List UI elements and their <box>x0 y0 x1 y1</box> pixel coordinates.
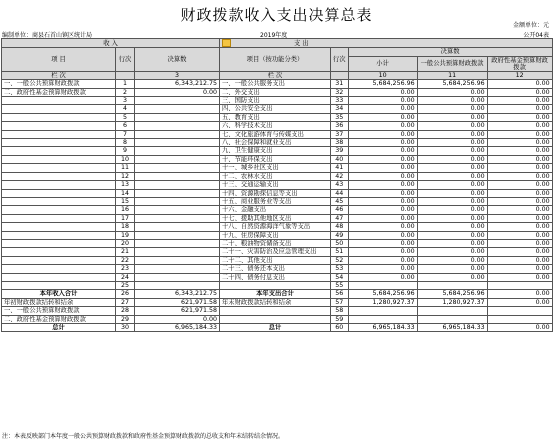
income-item <box>2 231 116 239</box>
expense-line-no: 54 <box>331 273 349 281</box>
income-item <box>2 223 116 231</box>
total-row <box>2 315 553 323</box>
expense-subtotal: 6,965,184.33 <box>348 324 417 332</box>
budget-table <box>1 38 553 332</box>
income-value <box>135 164 220 172</box>
expense-gov-fund: 0.00 <box>487 298 552 306</box>
expense-subtotal: 0.00 <box>348 214 417 222</box>
expense-gov-fund: 0.00 <box>487 105 552 113</box>
expense-gov-fund: 0.00 <box>487 130 552 138</box>
expense-item: 二十一、灾害防治及应急管理支出 <box>220 248 331 256</box>
col-12: 12 <box>487 71 552 79</box>
total-row <box>2 298 553 306</box>
expense-item: 二十四、债务付息支出 <box>220 273 331 281</box>
income-value <box>135 265 220 273</box>
expense-general: 0.00 <box>417 197 487 205</box>
expense-item: 本年支出合计 <box>220 290 331 298</box>
income-item <box>2 164 116 172</box>
table-row <box>2 231 553 239</box>
income-line-no: 4 <box>116 105 135 113</box>
income-item: 一、一般公共预算财政拨款 <box>2 80 116 88</box>
col-10: 10 <box>348 71 417 79</box>
income-value <box>135 256 220 264</box>
col-label-left: 栏 次 <box>2 71 116 79</box>
expense-line-no: 60 <box>331 324 349 332</box>
expense-item: 十一、城乡社区支出 <box>220 164 331 172</box>
income-line-no: 24 <box>116 273 135 281</box>
expense-item: 六、科学技术支出 <box>220 122 331 130</box>
income-value <box>135 97 220 105</box>
expense-subtotal: 5,684,256.96 <box>348 290 417 298</box>
expense-subtotal: 0.00 <box>348 172 417 180</box>
expense-general: 1,280,927.37 <box>417 298 487 306</box>
expense-item: 十四、资源勘探信息等支出 <box>220 189 331 197</box>
income-line-header: 行次 <box>116 48 135 71</box>
expense-item: 二十、粮油物资储备支出 <box>220 239 331 247</box>
expense-subtotal: 1,280,927.37 <box>348 298 417 306</box>
income-item: 二、政府性基金预算财政拨款 <box>2 88 116 96</box>
income-value: 0.00 <box>135 315 220 323</box>
income-value <box>135 214 220 222</box>
expense-line-no: 38 <box>331 139 349 147</box>
income-value <box>135 189 220 197</box>
expense-subtotal: 0.00 <box>348 130 417 138</box>
income-line-no: 30 <box>116 324 135 332</box>
income-line-no: 9 <box>116 147 135 155</box>
income-item <box>2 189 116 197</box>
expense-general: 0.00 <box>417 88 487 96</box>
expense-line-no: 32 <box>331 88 349 96</box>
income-line-no: 8 <box>116 139 135 147</box>
expense-general: 0.00 <box>417 164 487 172</box>
expense-general: 0.00 <box>417 181 487 189</box>
expense-item: 十七、援助其他地区支出 <box>220 214 331 222</box>
expense-item: 十三、交通运输支出 <box>220 181 331 189</box>
expense-general: 0.00 <box>417 105 487 113</box>
expense-line-no: 44 <box>331 189 349 197</box>
income-line-no: 27 <box>116 298 135 306</box>
income-value: 621,971.58 <box>135 307 220 315</box>
expense-general: 0.00 <box>417 172 487 180</box>
expense-subtotal: 0.00 <box>348 273 417 281</box>
income-item <box>2 155 116 163</box>
expense-subtotal: 0.00 <box>348 181 417 189</box>
income-line-no: 18 <box>116 223 135 231</box>
total-row <box>2 307 553 315</box>
income-line-no: 5 <box>116 113 135 121</box>
expense-line-no: 56 <box>331 290 349 298</box>
income-item <box>2 122 116 130</box>
income-item: 年初财政拨款结转和结余 <box>2 298 116 306</box>
income-line-no: 29 <box>116 315 135 323</box>
expense-line-no: 45 <box>331 197 349 205</box>
expense-gov-fund: 0.00 <box>487 88 552 96</box>
col-3: 3 <box>135 71 220 79</box>
table-row <box>2 273 553 281</box>
expense-general: 0.00 <box>417 239 487 247</box>
table-row <box>2 281 553 289</box>
expense-subtotal: 0.00 <box>348 256 417 264</box>
table-row <box>2 147 553 155</box>
expense-subtotal: 0.00 <box>348 139 417 147</box>
expense-subtotal: 0.00 <box>348 122 417 130</box>
expense-line-no: 34 <box>331 105 349 113</box>
income-line-no: 21 <box>116 248 135 256</box>
expense-line-no: 33 <box>331 97 349 105</box>
expense-gov-fund: 0.00 <box>487 122 552 130</box>
expense-general: 5,684,256.96 <box>417 290 487 298</box>
expense-general: 0.00 <box>417 139 487 147</box>
expense-general: 5,684,256.96 <box>417 80 487 88</box>
expense-item <box>220 307 331 315</box>
income-item <box>2 206 116 214</box>
expense-item: 三、国防支出 <box>220 97 331 105</box>
expense-item: 五、教育支出 <box>220 113 331 121</box>
income-value <box>135 181 220 189</box>
income-value: 621,971.58 <box>135 298 220 306</box>
expense-item: 十九、住房保障支出 <box>220 231 331 239</box>
expense-line-no: 37 <box>331 130 349 138</box>
income-value <box>135 105 220 113</box>
expense-subtotal: 0.00 <box>348 147 417 155</box>
income-line-no: 12 <box>116 172 135 180</box>
expense-general <box>417 307 487 315</box>
income-value <box>135 139 220 147</box>
expense-gov-fund: 0.00 <box>487 231 552 239</box>
expense-item: 十五、商业服务业等支出 <box>220 197 331 205</box>
table-row <box>2 88 553 96</box>
income-line-no: 20 <box>116 239 135 247</box>
expense-line-no: 41 <box>331 164 349 172</box>
meta-bar <box>2 30 551 38</box>
expense-gov-fund: 0.00 <box>487 256 552 264</box>
income-line-no: 17 <box>116 214 135 222</box>
expense-line-no: 52 <box>331 256 349 264</box>
table-row <box>2 197 553 205</box>
expense-subtotal: 0.00 <box>348 197 417 205</box>
income-item <box>2 239 116 247</box>
expense-gov-fund: 0.00 <box>487 147 552 155</box>
expense-line-no: 57 <box>331 298 349 306</box>
footnote: 注：本表反映部门本年度一般公共预算财政拨款和政府性基金预算财政拨款的总收支和年末结转结余情况。 <box>2 433 285 440</box>
income-line-no: 28 <box>116 307 135 315</box>
expense-item: 总计 <box>220 324 331 332</box>
expense-item: 二十二、其他支出 <box>220 256 331 264</box>
total-row <box>2 290 553 298</box>
expense-general: 0.00 <box>417 155 487 163</box>
expense-line-no: 36 <box>331 122 349 130</box>
income-value <box>135 113 220 121</box>
income-item <box>2 256 116 264</box>
expense-line-no: 55 <box>331 281 349 289</box>
table-row <box>2 214 553 222</box>
table-row <box>2 223 553 231</box>
expense-subtotal: 0.00 <box>348 206 417 214</box>
expense-general: 0.00 <box>417 248 487 256</box>
income-value <box>135 130 220 138</box>
income-item: 一、一般公共预算财政拨款 <box>2 307 116 315</box>
table-row <box>2 113 553 121</box>
expense-subtotal: 0.00 <box>348 239 417 247</box>
expense-line-no: 43 <box>331 181 349 189</box>
expense-general: 6,965,184.33 <box>417 324 487 332</box>
income-item <box>2 113 116 121</box>
table-row <box>2 189 553 197</box>
income-value: 6,965,184.33 <box>135 324 220 332</box>
expense-gov-fund: 0.00 <box>487 206 552 214</box>
expense-item: 二、外交支出 <box>220 88 331 96</box>
expense-subtotal <box>348 307 417 315</box>
expense-item: 四、公共安全支出 <box>220 105 331 113</box>
col-11: 11 <box>417 71 487 79</box>
table-row <box>2 256 553 264</box>
expense-item: 十、节能环保支出 <box>220 155 331 163</box>
expense-general <box>417 281 487 289</box>
income-value <box>135 223 220 231</box>
expense-gov-fund: 0.00 <box>487 265 552 273</box>
income-header: 收 入 <box>2 39 220 48</box>
org-label: 编制单位：商县石首山镇区统计局 <box>2 32 93 39</box>
expense-item: 年末财政拨款结转和结余 <box>220 298 331 306</box>
page-title: 财政拨款收入支出决算总表 <box>180 6 373 24</box>
expense-gov-fund: 0.00 <box>487 273 552 281</box>
expense-gov-fund: 0.00 <box>487 197 552 205</box>
table-row <box>2 122 553 130</box>
table-row <box>2 80 553 88</box>
expense-general: 0.00 <box>417 231 487 239</box>
expense-gov-fund: 0.00 <box>487 248 552 256</box>
expense-subtotal: 0.00 <box>348 223 417 231</box>
expense-item: 十二、农林水支出 <box>220 172 331 180</box>
income-item <box>2 248 116 256</box>
income-value <box>135 239 220 247</box>
expense-line-no: 47 <box>331 214 349 222</box>
expense-subtotal <box>348 315 417 323</box>
expense-gov-fund: 0.00 <box>487 155 552 163</box>
income-item <box>2 105 116 113</box>
expense-gov-fund: 0.00 <box>487 80 552 88</box>
general-header: 一般公共预算财政拨款 <box>417 56 487 71</box>
table-row <box>2 265 553 273</box>
expense-gov-fund <box>487 307 552 315</box>
expense-subtotal: 0.00 <box>348 105 417 113</box>
expense-general: 0.00 <box>417 97 487 105</box>
income-item <box>2 97 116 105</box>
income-item: 本年收入合计 <box>2 290 116 298</box>
expense-gov-fund: 0.00 <box>487 223 552 231</box>
income-value <box>135 231 220 239</box>
expense-line-no: 40 <box>331 155 349 163</box>
income-item: 二、政府性基金预算财政拨款 <box>2 315 116 323</box>
income-item: 总计 <box>2 324 116 332</box>
gov-fund-header: 政府性基金预算财政拨款 <box>487 56 552 71</box>
expense-subtotal: 0.00 <box>348 164 417 172</box>
income-item <box>2 181 116 189</box>
table-row <box>2 239 553 247</box>
income-item <box>2 281 116 289</box>
expense-line-no: 42 <box>331 172 349 180</box>
folder-icon <box>222 39 231 47</box>
income-item <box>2 214 116 222</box>
form-number: 公开04表 <box>523 32 549 39</box>
table-row <box>2 181 553 189</box>
table-row <box>2 139 553 147</box>
income-item <box>2 130 116 138</box>
income-line-no: 7 <box>116 130 135 138</box>
expense-subtotal: 0.00 <box>348 248 417 256</box>
income-line-no: 14 <box>116 189 135 197</box>
expense-gov-fund: 0.00 <box>487 239 552 247</box>
income-line-no: 26 <box>116 290 135 298</box>
expense-line-no: 50 <box>331 239 349 247</box>
expense-subtotal: 0.00 <box>348 231 417 239</box>
expense-header: 支 出 <box>220 39 553 48</box>
income-value <box>135 206 220 214</box>
income-item <box>2 172 116 180</box>
expense-line-no: 39 <box>331 147 349 155</box>
expense-gov-fund: 0.00 <box>487 113 552 121</box>
expense-subtotal: 5,684,256.96 <box>348 80 417 88</box>
table-row <box>2 105 553 113</box>
expense-subtotal <box>348 281 417 289</box>
table-row <box>2 172 553 180</box>
income-line-no: 2 <box>116 88 135 96</box>
table-row <box>2 97 553 105</box>
income-item <box>2 265 116 273</box>
expense-item <box>220 315 331 323</box>
income-value <box>135 122 220 130</box>
expense-item: 七、文化旅游体育与传媒支出 <box>220 130 331 138</box>
expense-gov-fund <box>487 281 552 289</box>
table-row <box>2 155 553 163</box>
income-item <box>2 197 116 205</box>
expense-line-no: 48 <box>331 223 349 231</box>
expense-item: 九、卫生健康支出 <box>220 147 331 155</box>
expense-line-no: 49 <box>331 231 349 239</box>
expense-gov-fund: 0.00 <box>487 172 552 180</box>
expense-line-no: 58 <box>331 307 349 315</box>
income-value: 6,343,212.75 <box>135 80 220 88</box>
expense-item: 十六、金融支出 <box>220 206 331 214</box>
col-label-right: 栏 次 <box>220 71 331 79</box>
expense-subtotal: 0.00 <box>348 155 417 163</box>
expense-item: 十八、自然资源海洋气象等支出 <box>220 223 331 231</box>
income-value: 0.00 <box>135 88 220 96</box>
expense-general: 0.00 <box>417 113 487 121</box>
income-value <box>135 147 220 155</box>
expense-general: 0.00 <box>417 130 487 138</box>
income-value <box>135 197 220 205</box>
expense-gov-fund <box>487 315 552 323</box>
income-final-header: 决算数 <box>135 48 220 71</box>
expense-subtotal: 0.00 <box>348 97 417 105</box>
year-label: 2019年度 <box>260 32 288 39</box>
expense-gov-fund: 0.00 <box>487 97 552 105</box>
expense-general: 0.00 <box>417 256 487 264</box>
income-line-no: 3 <box>116 97 135 105</box>
expense-general: 0.00 <box>417 223 487 231</box>
expense-subtotal: 0.00 <box>348 265 417 273</box>
final-group-header: 决算数 <box>348 48 552 56</box>
income-line-no: 11 <box>116 164 135 172</box>
table-row <box>2 130 553 138</box>
expense-gov-fund: 0.00 <box>487 290 552 298</box>
expense-general: 0.00 <box>417 189 487 197</box>
income-item <box>2 139 116 147</box>
income-item <box>2 273 116 281</box>
expense-general: 0.00 <box>417 206 487 214</box>
income-value <box>135 172 220 180</box>
expense-general: 0.00 <box>417 273 487 281</box>
subtotal-header: 小计 <box>348 56 417 71</box>
expense-line-no: 31 <box>331 80 349 88</box>
income-line-no: 22 <box>116 256 135 264</box>
income-line-no: 23 <box>116 265 135 273</box>
expense-item-header: 项目（按功能分类） <box>220 48 331 71</box>
expense-gov-fund: 0.00 <box>487 324 552 332</box>
expense-item: 二十三、债务还本支出 <box>220 265 331 273</box>
expense-line-no: 35 <box>331 113 349 121</box>
income-line-no: 15 <box>116 197 135 205</box>
expense-item <box>220 281 331 289</box>
income-value <box>135 273 220 281</box>
expense-general: 0.00 <box>417 214 487 222</box>
expense-general: 0.00 <box>417 147 487 155</box>
expense-gov-fund: 0.00 <box>487 181 552 189</box>
expense-general <box>417 315 487 323</box>
income-line-no: 6 <box>116 122 135 130</box>
income-value <box>135 155 220 163</box>
expense-subtotal: 0.00 <box>348 113 417 121</box>
income-value: 6,343,212.75 <box>135 290 220 298</box>
expense-gov-fund: 0.00 <box>487 214 552 222</box>
income-line-no: 19 <box>116 231 135 239</box>
total-row <box>2 324 553 332</box>
table-row <box>2 164 553 172</box>
expense-line-no: 53 <box>331 265 349 273</box>
expense-line-no: 46 <box>331 206 349 214</box>
table-row <box>2 248 553 256</box>
expense-line-no: 51 <box>331 248 349 256</box>
income-line-no: 10 <box>116 155 135 163</box>
expense-line-no: 59 <box>331 315 349 323</box>
income-value <box>135 248 220 256</box>
expense-subtotal: 0.00 <box>348 189 417 197</box>
expense-general: 0.00 <box>417 265 487 273</box>
expense-gov-fund: 0.00 <box>487 189 552 197</box>
income-line-no: 13 <box>116 181 135 189</box>
table-row <box>2 206 553 214</box>
income-line-no: 16 <box>116 206 135 214</box>
income-value <box>135 281 220 289</box>
income-line-no: 1 <box>116 80 135 88</box>
income-item-header: 项 目 <box>2 48 116 71</box>
expense-gov-fund: 0.00 <box>487 164 552 172</box>
expense-general: 0.00 <box>417 122 487 130</box>
income-item <box>2 147 116 155</box>
expense-line-header: 行次 <box>331 48 349 71</box>
expense-item: 八、社会保障和就业支出 <box>220 139 331 147</box>
expense-item: 一、一般公共服务支出 <box>220 80 331 88</box>
expense-subtotal: 0.00 <box>348 88 417 96</box>
expense-gov-fund: 0.00 <box>487 139 552 147</box>
unit-label: 金额单位：元 <box>512 22 549 29</box>
income-line-no: 25 <box>116 281 135 289</box>
